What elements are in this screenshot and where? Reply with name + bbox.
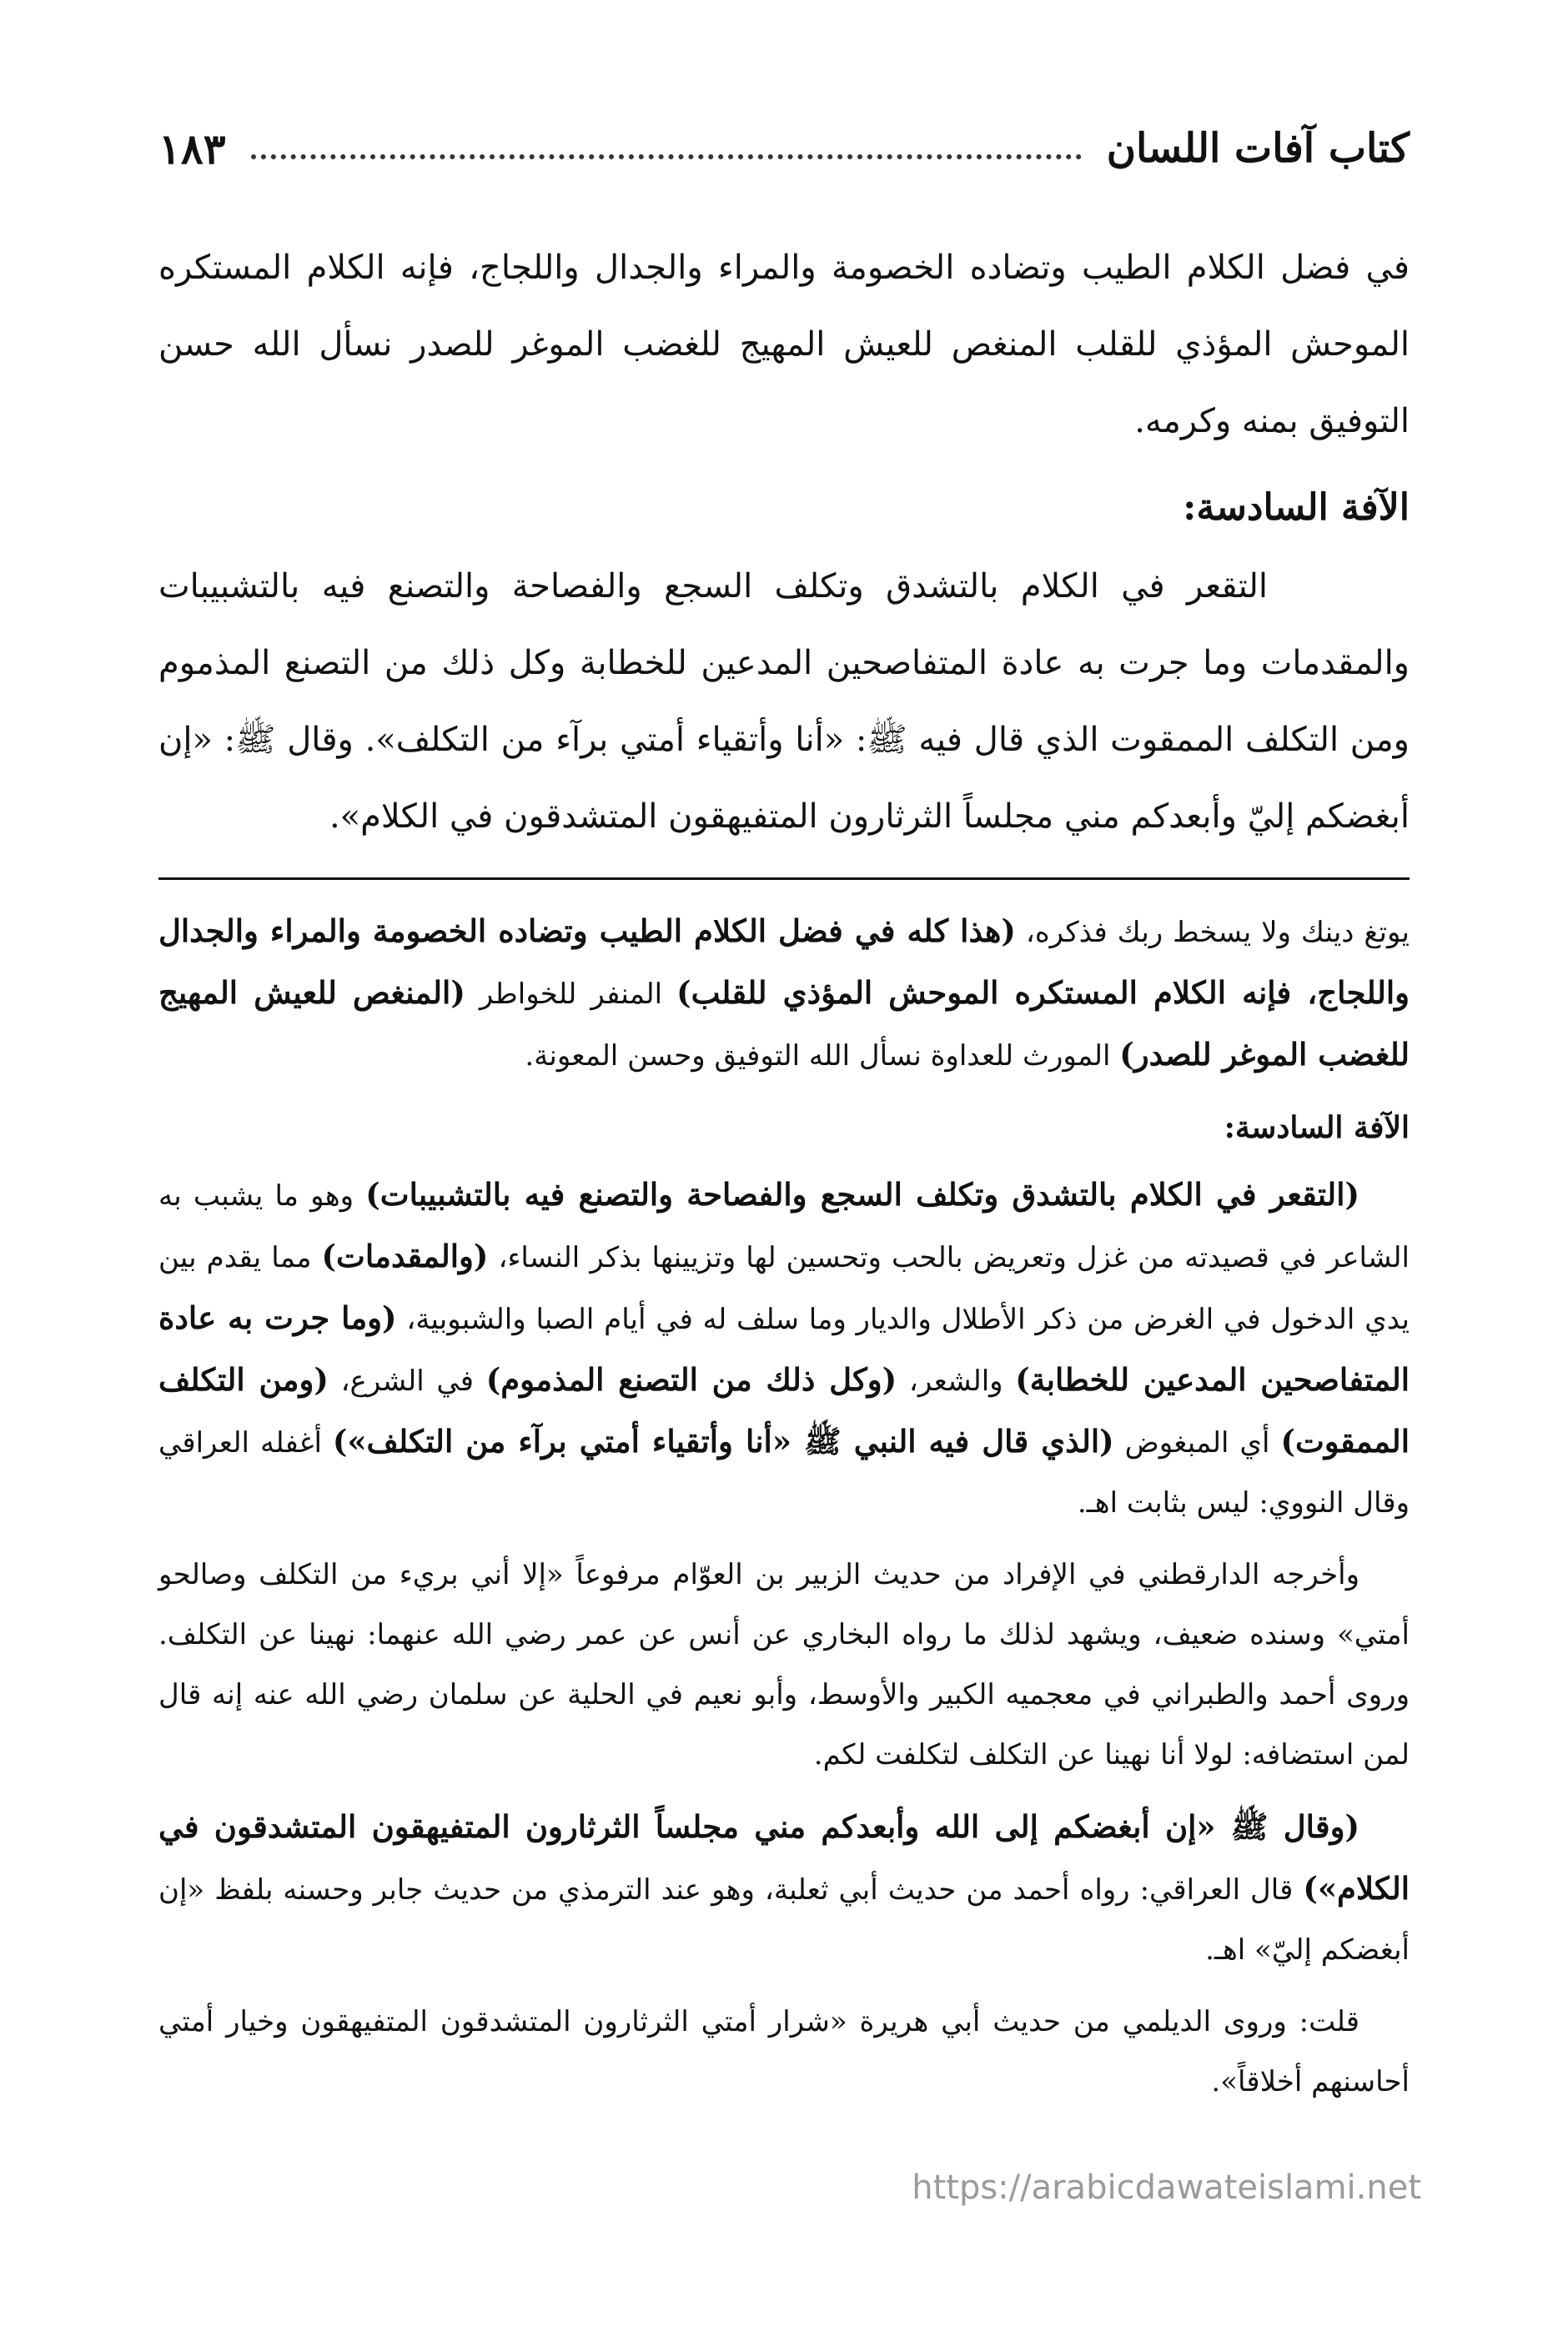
quoted-matn: (المنغص للعيش المهيج للغضب الموغر للصدر) xyxy=(158,974,1410,1073)
section-heading: الآفة السادسة: xyxy=(1183,486,1410,529)
main-text xyxy=(158,229,1410,855)
commentary-text: أي المبغوض xyxy=(1124,1426,1270,1460)
running-header xyxy=(158,123,1410,173)
main-paragraph-1: في فضل الكلام الطيب وتضاده الخصومة والمراء والجدال واللجاج، فإنه الكلام المستكره الموحش المؤذي للقلب المنغص للعيش المهيج للغضب الموغر للصدر نسأل الله حسن التوفيق بمنه وكرمه. xyxy=(158,249,1410,440)
commentary-text: مما يقدم بين يدي الدخول في الغرض من ذكر الأطلال والديار وما سلف له في أيام الصبا والشبوبية، xyxy=(158,1241,1410,1336)
quoted-matn: (وقال ﷺ «إن أبغضكم إلى الله وأبعدكم مني مجلساً الثرثارون المتفيهقون المتشدقون في الكلام») xyxy=(158,1808,1410,1907)
commentary-text: يوتغ دينك ولا يسخط ربك فذكره، xyxy=(1025,916,1410,949)
quoted-matn: (هذا كله في فضل الكلام الطيب وتضاده الخصومة والمراء والجدال واللجاج، فإنه الكلام المستكره الموحش المؤذي للقلب) xyxy=(158,912,1410,1011)
commentary-paragraph-5: قلت: وروى الديلمي من حديث أبي هريرة «شرار أمتي الثرثارون المتشدقون المتفيهقون وخيار أمتي أحاسنهم أخلاقاً». xyxy=(158,2005,1410,2098)
quoted-matn: (وكل ذلك من التصنع المذموم) xyxy=(485,1361,897,1398)
commentary-text: قال العراقي: رواه أحمد من حديث أبي ثعلبة، وهو عند الترمذي من حديث جابر وحسنه بلفظ «إن أبغضكم إليّ» اهـ. xyxy=(158,1873,1410,1967)
quoted-matn: (والمقدمات) xyxy=(321,1238,489,1274)
commentary-text: أغفله العراقي وقال النووي: ليس بثابت اهـ. xyxy=(158,1426,1410,1520)
quoted-matn: (وما جرت به عادة المتفاصحين المدعين للخطابة) xyxy=(158,1299,1410,1398)
commentary-paragraph-4 xyxy=(158,1797,1410,1980)
quoted-matn: (التقعر في الكلام بالتشدق وتكلف السجع والفصاحة والتصنع فيه بالتشبيبات) xyxy=(365,1176,1359,1213)
commentary-text: في الشرع، xyxy=(340,1365,475,1398)
watermark-url: https://arabicdawateislami.net xyxy=(912,2169,1421,2207)
main-paragraph-2: التقعر في الكلام بالتشدق وتكلف السجع والفصاحة والتصنع فيه بالتشبيبات والمقدمات وما جرت به عادة المتفاصحين المدعين للخطابة وكل ذلك من التصنع المذموم ومن التكلف الممقوت الذي قال فيه ﷺ: «أنا وأتقياء أمتي برآء من التكلف». وقال ﷺ: «إن أبغضكم إليّ وأبعدكم مني مجلساً الثرثارون المتفيهقون المتشدقون في الكلام». xyxy=(158,567,1410,836)
page-number: ١٨٣ xyxy=(158,123,226,173)
footnote-separator xyxy=(158,877,1410,880)
commentary xyxy=(158,901,1410,2123)
quoted-matn: (الذي قال فيه النبي ﷺ «أنا وأتقياء أمتي برآء من التكلف») xyxy=(332,1423,1114,1460)
commentary-paragraph-3: وأخرجه الدارقطني في الإفراد من حديث الزبير بن العوّام مرفوعاً «إلا أني بريء من التكلف وصالحو أمتي» وسنده ضعيف، ويشهد لذلك ما رواه البخاري عن أنس عن عمر رضي الله عنهما: نهينا عن التكلف. وروى أحمد والطبراني في معجميه الكبير والأوسط، وأبو نعيم في الحلية عن سلمان رضي الله عنه إنه قال لمن استضافه: لولا أنا نهينا عن التكلف لتكلفت لكم. xyxy=(158,1558,1410,1772)
commentary-paragraph-2 xyxy=(158,1164,1410,1533)
commentary-text: وهو ما يشبب به الشاعر في قصيدته من غزل وتعريض بالحب وتحسين لها وتزيينها بذكر النساء، xyxy=(158,1179,1410,1274)
commentary-paragraph-1 xyxy=(158,901,1410,1086)
commentary-text: والشعر، xyxy=(908,1365,1003,1398)
book-title: كتاب آفات اللسان xyxy=(1106,125,1410,172)
commentary-heading: الآفة السادسة: xyxy=(1224,1110,1410,1145)
quoted-matn: (ومن التكلف الممقوت) xyxy=(158,1361,1410,1460)
commentary-text: المورث للعداوة نسأل الله التوفيق وحسن المعونة. xyxy=(525,1039,1111,1073)
commentary-text: المنفر للخواطر xyxy=(479,978,663,1011)
header-dot-leader xyxy=(251,154,1082,159)
